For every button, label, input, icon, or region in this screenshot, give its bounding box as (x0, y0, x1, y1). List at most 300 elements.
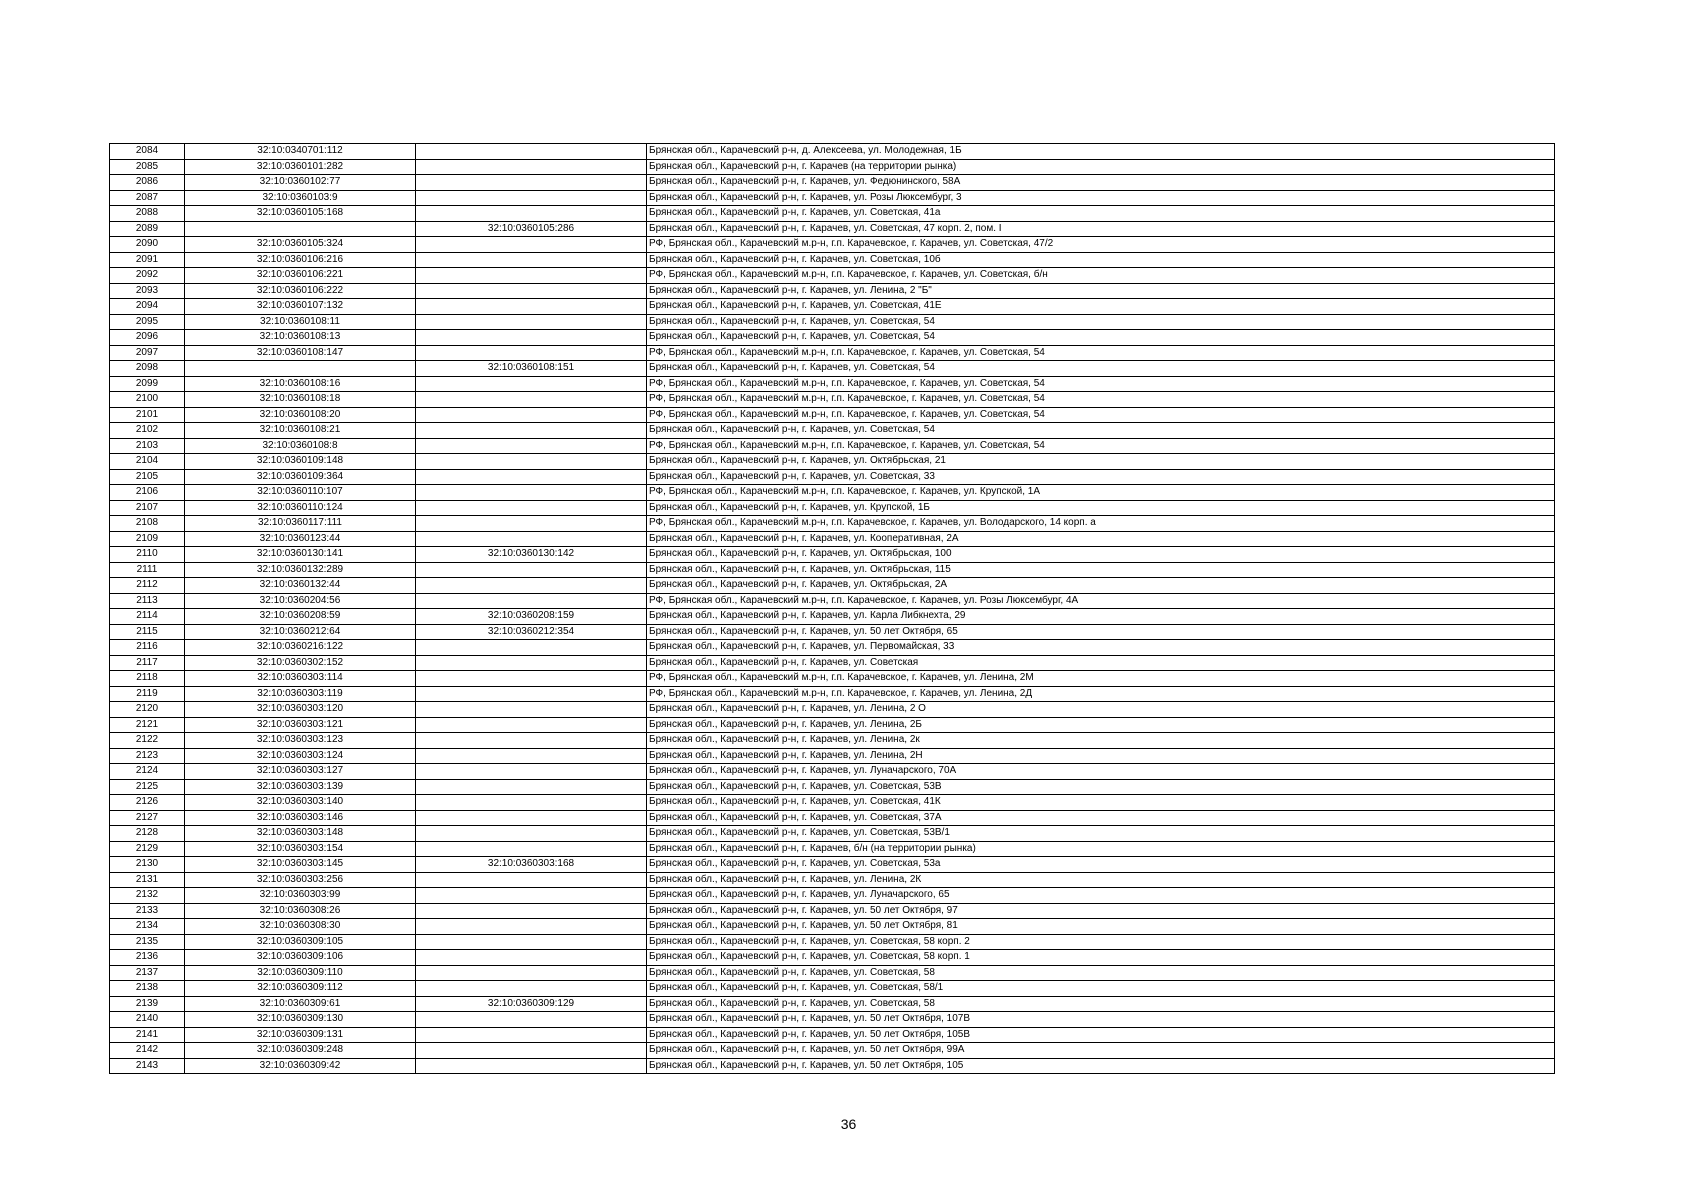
related-cadastral-number-cell (416, 810, 647, 826)
row-number-cell: 2086 (110, 175, 185, 191)
row-number-cell: 2109 (110, 531, 185, 547)
address-cell: Брянская обл., Карачевский р-н, г. Карачев, ул. Ленина, 2 О (647, 702, 1555, 718)
address-cell: Брянская обл., Карачевский р-н, г. Карачев, ул. Советская, 58 (647, 996, 1555, 1012)
table-row (110, 950, 1555, 966)
row-number-cell: 2113 (110, 593, 185, 609)
table-row (110, 175, 1555, 191)
cadastral-number-cell: 32:10:0360107:132 (185, 299, 416, 315)
table-row (110, 268, 1555, 284)
row-number-cell: 2106 (110, 485, 185, 501)
cadastral-number-cell: 32:10:0360303:140 (185, 795, 416, 811)
address-cell: Брянская обл., Карачевский р-н, г. Карачев, ул. Луначарского, 70А (647, 764, 1555, 780)
cadastral-number-cell (185, 361, 416, 377)
cadastral-number-cell: 32:10:0360108:147 (185, 345, 416, 361)
address-cell: Брянская обл., Карачевский р-н, г. Карачев, ул. 50 лет Октября, 105 (647, 1058, 1555, 1074)
related-cadastral-number-cell (416, 268, 647, 284)
table-row (110, 919, 1555, 935)
table-row (110, 190, 1555, 206)
row-number-cell: 2137 (110, 965, 185, 981)
table-row (110, 438, 1555, 454)
address-cell: Брянская обл., Карачевский р-н, г. Карачев, ул. Октябрьская, 2А (647, 578, 1555, 594)
cadastral-number-cell (185, 221, 416, 237)
related-cadastral-number-cell (416, 965, 647, 981)
cadastral-number-cell: 32:10:0360108:16 (185, 376, 416, 392)
address-cell: Брянская обл., Карачевский р-н, г. Карачев, ул. Карла Либкнехта, 29 (647, 609, 1555, 625)
row-number-cell: 2105 (110, 469, 185, 485)
row-number-cell: 2103 (110, 438, 185, 454)
related-cadastral-number-cell (416, 175, 647, 191)
related-cadastral-number-cell: 32:10:0360130:142 (416, 547, 647, 563)
row-number-cell: 2110 (110, 547, 185, 563)
related-cadastral-number-cell (416, 1012, 647, 1028)
row-number-cell: 2104 (110, 454, 185, 470)
row-number-cell: 2096 (110, 330, 185, 346)
row-number-cell: 2088 (110, 206, 185, 222)
related-cadastral-number-cell (416, 159, 647, 175)
row-number-cell: 2124 (110, 764, 185, 780)
cadastral-number-cell: 32:10:0360132:289 (185, 562, 416, 578)
cadastral-number-cell: 32:10:0360309:110 (185, 965, 416, 981)
related-cadastral-number-cell (416, 671, 647, 687)
table-row (110, 748, 1555, 764)
row-number-cell: 2118 (110, 671, 185, 687)
cadastral-number-cell: 32:10:0360309:105 (185, 934, 416, 950)
cadastral-number-cell: 32:10:0360308:26 (185, 903, 416, 919)
row-number-cell: 2143 (110, 1058, 185, 1074)
table-row (110, 1058, 1555, 1074)
address-cell: Брянская обл., Карачевский р-н, г. Карачев, ул. Советская, 58 корп. 2 (647, 934, 1555, 950)
related-cadastral-number-cell (416, 314, 647, 330)
related-cadastral-number-cell (416, 469, 647, 485)
table-row (110, 299, 1555, 315)
related-cadastral-number-cell: 32:10:0360208:159 (416, 609, 647, 625)
row-number-cell: 2123 (110, 748, 185, 764)
address-cell: Брянская обл., Карачевский р-н, г. Карачев, ул. Советская, 54 (647, 361, 1555, 377)
table-row (110, 717, 1555, 733)
address-cell: РФ, Брянская обл., Карачевский м.р-н, г.п. Карачевское, г. Карачев, ул. Володарского, 14 корп. а (647, 516, 1555, 532)
table-row (110, 469, 1555, 485)
related-cadastral-number-cell (416, 407, 647, 423)
row-number-cell: 2138 (110, 981, 185, 997)
address-cell: Брянская обл., Карачевский р-н, г. Карачев, ул. Советская, 58 корп. 1 (647, 950, 1555, 966)
row-number-cell: 2140 (110, 1012, 185, 1028)
address-cell: РФ, Брянская обл., Карачевский м.р-н, г.п. Карачевское, г. Карачев, ул. Советская, б/н (647, 268, 1555, 284)
table-row (110, 1027, 1555, 1043)
row-number-cell: 2142 (110, 1043, 185, 1059)
related-cadastral-number-cell (416, 841, 647, 857)
address-cell: Брянская обл., Карачевский р-н, г. Карачев, ул. Советская, 37А (647, 810, 1555, 826)
address-cell: РФ, Брянская обл., Карачевский м.р-н, г.п. Карачевское, г. Карачев, ул. Розы Люксембург, 4А (647, 593, 1555, 609)
related-cadastral-number-cell (416, 888, 647, 904)
row-number-cell: 2117 (110, 655, 185, 671)
address-cell: Брянская обл., Карачевский р-н, г. Карачев, ул. Советская, 41К (647, 795, 1555, 811)
table-row (110, 485, 1555, 501)
row-number-cell: 2136 (110, 950, 185, 966)
cadastral-number-cell: 32:10:0360117:111 (185, 516, 416, 532)
related-cadastral-number-cell (416, 686, 647, 702)
cadastral-number-cell: 32:10:0360303:148 (185, 826, 416, 842)
address-cell: Брянская обл., Карачевский р-н, г. Карачев, ул. 50 лет Октября, 99А (647, 1043, 1555, 1059)
related-cadastral-number-cell (416, 376, 647, 392)
address-cell: РФ, Брянская обл., Карачевский м.р-н, г.п. Карачевское, г. Карачев, ул. Ленина, 2М (647, 671, 1555, 687)
row-number-cell: 2133 (110, 903, 185, 919)
address-cell: Брянская обл., Карачевский р-н, г. Карачев, ул. 50 лет Октября, 97 (647, 903, 1555, 919)
related-cadastral-number-cell (416, 299, 647, 315)
row-number-cell: 2091 (110, 252, 185, 268)
table-row (110, 562, 1555, 578)
row-number-cell: 2100 (110, 392, 185, 408)
row-number-cell: 2107 (110, 500, 185, 516)
cadastral-number-cell: 32:10:0360309:106 (185, 950, 416, 966)
row-number-cell: 2120 (110, 702, 185, 718)
table-row (110, 1012, 1555, 1028)
row-number-cell: 2130 (110, 857, 185, 873)
cadastral-number-cell: 32:10:0360108:13 (185, 330, 416, 346)
related-cadastral-number-cell (416, 1058, 647, 1074)
cadastral-number-cell: 32:10:0360106:221 (185, 268, 416, 284)
row-number-cell: 2112 (110, 578, 185, 594)
address-cell: Брянская обл., Карачевский р-н, г. Карачев, ул. Советская, 53В (647, 779, 1555, 795)
related-cadastral-number-cell (416, 903, 647, 919)
table-row (110, 159, 1555, 175)
table-row (110, 872, 1555, 888)
row-number-cell: 2116 (110, 640, 185, 656)
related-cadastral-number-cell (416, 779, 647, 795)
cadastral-number-cell: 32:10:0360303:146 (185, 810, 416, 826)
address-cell: Брянская обл., Карачевский р-н, г. Карачев, ул. 50 лет Октября, 105В (647, 1027, 1555, 1043)
related-cadastral-number-cell: 32:10:0360309:129 (416, 996, 647, 1012)
address-cell: РФ, Брянская обл., Карачевский м.р-н, г.п. Карачевское, г. Карачев, ул. Ленина, 2Д (647, 686, 1555, 702)
table-row (110, 376, 1555, 392)
table-row (110, 702, 1555, 718)
related-cadastral-number-cell (416, 438, 647, 454)
row-number-cell: 2129 (110, 841, 185, 857)
related-cadastral-number-cell: 32:10:0360212:354 (416, 624, 647, 640)
address-cell: Брянская обл., Карачевский р-н, г. Карачев, ул. Октябрьская, 115 (647, 562, 1555, 578)
address-cell: Брянская обл., Карачевский р-н, г. Карачев, ул. Крупской, 1Б (647, 500, 1555, 516)
cadastral-number-cell: 32:10:0360110:124 (185, 500, 416, 516)
related-cadastral-number-cell (416, 717, 647, 733)
table-row (110, 934, 1555, 950)
related-cadastral-number-cell (416, 206, 647, 222)
related-cadastral-number-cell (416, 872, 647, 888)
row-number-cell: 2095 (110, 314, 185, 330)
row-number-cell: 2085 (110, 159, 185, 175)
cadastral-number-cell: 32:10:0360108:18 (185, 392, 416, 408)
table-row (110, 640, 1555, 656)
address-cell: Брянская обл., Карачевский р-н, г. Карачев, ул. 50 лет Октября, 107В (647, 1012, 1555, 1028)
cadastral-number-cell: 32:10:0360303:127 (185, 764, 416, 780)
related-cadastral-number-cell (416, 330, 647, 346)
cadastral-number-cell: 32:10:0360212:64 (185, 624, 416, 640)
related-cadastral-number-cell (416, 283, 647, 299)
related-cadastral-number-cell (416, 144, 647, 160)
address-cell: Брянская обл., Карачевский р-н, г. Карачев, ул. Советская, 47 корп. 2, пом. I (647, 221, 1555, 237)
related-cadastral-number-cell: 32:10:0360105:286 (416, 221, 647, 237)
row-number-cell: 2114 (110, 609, 185, 625)
row-number-cell: 2126 (110, 795, 185, 811)
address-cell: Брянская обл., Карачевский р-н, г. Карачев, ул. Советская, 58 (647, 965, 1555, 981)
address-cell: Брянская обл., Карачевский р-н, г. Карачев, ул. Ленина, 2Б (647, 717, 1555, 733)
row-number-cell: 2089 (110, 221, 185, 237)
address-cell: Брянская обл., Карачевский р-н, г. Карачев, ул. Советская, 53а (647, 857, 1555, 873)
cadastral-number-cell: 32:10:0360309:130 (185, 1012, 416, 1028)
table-row (110, 965, 1555, 981)
table-row (110, 810, 1555, 826)
cadastral-number-cell: 32:10:0360109:364 (185, 469, 416, 485)
related-cadastral-number-cell (416, 655, 647, 671)
related-cadastral-number-cell (416, 392, 647, 408)
row-number-cell: 2132 (110, 888, 185, 904)
row-number-cell: 2090 (110, 237, 185, 253)
related-cadastral-number-cell (416, 748, 647, 764)
table-row (110, 237, 1555, 253)
related-cadastral-number-cell (416, 950, 647, 966)
address-cell: РФ, Брянская обл., Карачевский м.р-н, г.п. Карачевское, г. Карачев, ул. Советская, 54 (647, 392, 1555, 408)
row-number-cell: 2108 (110, 516, 185, 532)
cadastral-number-cell: 32:10:0360303:124 (185, 748, 416, 764)
cadastral-number-cell: 32:10:0360110:107 (185, 485, 416, 501)
table-row (110, 655, 1555, 671)
row-number-cell: 2139 (110, 996, 185, 1012)
address-cell: Брянская обл., Карачевский р-н, г. Карачев, ул. Советская, 53В/1 (647, 826, 1555, 842)
related-cadastral-number-cell (416, 981, 647, 997)
cadastral-number-cell: 32:10:0360303:114 (185, 671, 416, 687)
related-cadastral-number-cell (416, 237, 647, 253)
row-number-cell: 2127 (110, 810, 185, 826)
cadastral-number-cell: 32:10:0360109:148 (185, 454, 416, 470)
related-cadastral-number-cell (416, 190, 647, 206)
address-cell: РФ, Брянская обл., Карачевский м.р-н, г.п. Карачевское, г. Карачев, ул. Советская, 54 (647, 376, 1555, 392)
cadastral-number-cell: 32:10:0360102:77 (185, 175, 416, 191)
related-cadastral-number-cell (416, 485, 647, 501)
related-cadastral-number-cell: 32:10:0360303:168 (416, 857, 647, 873)
related-cadastral-number-cell (416, 252, 647, 268)
table-row (110, 345, 1555, 361)
related-cadastral-number-cell (416, 345, 647, 361)
related-cadastral-number-cell (416, 562, 647, 578)
related-cadastral-number-cell (416, 733, 647, 749)
table-row (110, 764, 1555, 780)
address-cell: Брянская обл., Карачевский р-н, г. Карачев (на территории рынка) (647, 159, 1555, 175)
row-number-cell: 2131 (110, 872, 185, 888)
table-row (110, 795, 1555, 811)
row-number-cell: 2098 (110, 361, 185, 377)
row-number-cell: 2102 (110, 423, 185, 439)
table-row (110, 516, 1555, 532)
cadastral-number-cell: 32:10:0360108:8 (185, 438, 416, 454)
related-cadastral-number-cell (416, 1043, 647, 1059)
cadastral-number-cell: 32:10:0360105:168 (185, 206, 416, 222)
table-row (110, 252, 1555, 268)
address-cell: Брянская обл., Карачевский р-н, г. Карачев, ул. Советская, 58/1 (647, 981, 1555, 997)
table-row (110, 779, 1555, 795)
cadastral-number-cell: 32:10:0340701:112 (185, 144, 416, 160)
table-row (110, 454, 1555, 470)
cadastral-number-cell: 32:10:0360303:145 (185, 857, 416, 873)
address-cell: Брянская обл., Карачевский р-н, г. Карачев, ул. Луначарского, 65 (647, 888, 1555, 904)
table-row (110, 686, 1555, 702)
cadastral-number-cell: 32:10:0360108:11 (185, 314, 416, 330)
address-cell: РФ, Брянская обл., Карачевский м.р-н, г.п. Карачевское, г. Карачев, ул. Советская, 47/2 (647, 237, 1555, 253)
table-row (110, 531, 1555, 547)
address-cell: Брянская обл., Карачевский р-н, г. Карачев, ул. Федюнинского, 58А (647, 175, 1555, 191)
address-cell: Брянская обл., Карачевский р-н, г. Карачев, ул. Советская, 41а (647, 206, 1555, 222)
row-number-cell: 2122 (110, 733, 185, 749)
table-row (110, 981, 1555, 997)
table-row (110, 144, 1555, 160)
cadastral-number-cell: 32:10:0360309:112 (185, 981, 416, 997)
table-row (110, 392, 1555, 408)
table-row (110, 330, 1555, 346)
property-table (109, 143, 1555, 1074)
related-cadastral-number-cell (416, 795, 647, 811)
cadastral-number-cell: 32:10:0360309:42 (185, 1058, 416, 1074)
address-cell: Брянская обл., Карачевский р-н, г. Карачев, ул. Ленина, 2К (647, 872, 1555, 888)
cadastral-number-cell: 32:10:0360103:9 (185, 190, 416, 206)
table-row (110, 407, 1555, 423)
cadastral-number-cell: 32:10:0360108:20 (185, 407, 416, 423)
table-row (110, 903, 1555, 919)
table-row (110, 888, 1555, 904)
address-cell: РФ, Брянская обл., Карачевский м.р-н, г.п. Карачевское, г. Карачев, ул. Крупской, 1А (647, 485, 1555, 501)
address-cell: Брянская обл., Карачевский р-н, г. Карачев, ул. Советская, 41Е (647, 299, 1555, 315)
row-number-cell: 2115 (110, 624, 185, 640)
related-cadastral-number-cell (416, 919, 647, 935)
row-number-cell: 2087 (110, 190, 185, 206)
table-row (110, 547, 1555, 563)
address-cell: Брянская обл., Карачевский р-н, г. Карачев, ул. Ленина, 2 "Б" (647, 283, 1555, 299)
table-row (110, 500, 1555, 516)
related-cadastral-number-cell (416, 1027, 647, 1043)
row-number-cell: 2134 (110, 919, 185, 935)
related-cadastral-number-cell (416, 423, 647, 439)
row-number-cell: 2125 (110, 779, 185, 795)
table-row (110, 624, 1555, 640)
table-row (110, 609, 1555, 625)
address-cell: Брянская обл., Карачевский р-н, г. Карачев, ул. Октябрьская, 100 (647, 547, 1555, 563)
row-number-cell: 2092 (110, 268, 185, 284)
address-cell: РФ, Брянская обл., Карачевский м.р-н, г.п. Карачевское, г. Карачев, ул. Советская, 54 (647, 438, 1555, 454)
related-cadastral-number-cell (416, 454, 647, 470)
cadastral-number-cell: 32:10:0360106:216 (185, 252, 416, 268)
row-number-cell: 2099 (110, 376, 185, 392)
cadastral-number-cell: 32:10:0360309:248 (185, 1043, 416, 1059)
address-cell: Брянская обл., Карачевский р-н, г. Карачев, ул. Первомайская, 33 (647, 640, 1555, 656)
cadastral-number-cell: 32:10:0360216:122 (185, 640, 416, 656)
table-row (110, 283, 1555, 299)
row-number-cell: 2097 (110, 345, 185, 361)
address-cell: Брянская обл., Карачевский р-н, г. Карачев, ул. Советская, 33 (647, 469, 1555, 485)
table-row (110, 826, 1555, 842)
table-row (110, 593, 1555, 609)
related-cadastral-number-cell: 32:10:0360108:151 (416, 361, 647, 377)
related-cadastral-number-cell (416, 764, 647, 780)
address-cell: Брянская обл., Карачевский р-н, г. Карачев, ул. 50 лет Октября, 81 (647, 919, 1555, 935)
row-number-cell: 2084 (110, 144, 185, 160)
row-number-cell: 2094 (110, 299, 185, 315)
address-cell: Брянская обл., Карачевский р-н, г. Карачев, ул. Советская, 10б (647, 252, 1555, 268)
cadastral-number-cell: 32:10:0360303:139 (185, 779, 416, 795)
cadastral-number-cell: 32:10:0360101:282 (185, 159, 416, 175)
address-cell: Брянская обл., Карачевский р-н, г. Карачев, ул. Октябрьская, 21 (647, 454, 1555, 470)
address-cell: Брянская обл., Карачевский р-н, г. Карачев, ул. Советская, 54 (647, 314, 1555, 330)
row-number-cell: 2121 (110, 717, 185, 733)
address-cell: Брянская обл., Карачевский р-н, г. Карачев, ул. Кооперативная, 2А (647, 531, 1555, 547)
cadastral-number-cell: 32:10:0360303:123 (185, 733, 416, 749)
table-row (110, 857, 1555, 873)
table-row (110, 733, 1555, 749)
address-cell: Брянская обл., Карачевский р-н, г. Карачев, ул. Розы Люксембург, 3 (647, 190, 1555, 206)
address-cell: Брянская обл., Карачевский р-н, г. Карачев, ул. Советская (647, 655, 1555, 671)
cadastral-number-cell: 32:10:0360130:141 (185, 547, 416, 563)
cadastral-number-cell: 32:10:0360132:44 (185, 578, 416, 594)
cadastral-number-cell: 32:10:0360106:222 (185, 283, 416, 299)
related-cadastral-number-cell (416, 500, 647, 516)
table-row (110, 206, 1555, 222)
row-number-cell: 2141 (110, 1027, 185, 1043)
cadastral-number-cell: 32:10:0360309:131 (185, 1027, 416, 1043)
related-cadastral-number-cell (416, 702, 647, 718)
table-row (110, 578, 1555, 594)
related-cadastral-number-cell (416, 593, 647, 609)
address-cell: Брянская обл., Карачевский р-н, г. Карачев, б/н (на территории рынка) (647, 841, 1555, 857)
table-row (110, 671, 1555, 687)
cadastral-number-cell: 32:10:0360303:121 (185, 717, 416, 733)
address-cell: Брянская обл., Карачевский р-н, г. Карачев, ул. 50 лет Октября, 65 (647, 624, 1555, 640)
address-cell: РФ, Брянская обл., Карачевский м.р-н, г.п. Карачевское, г. Карачев, ул. Советская, 54 (647, 345, 1555, 361)
cadastral-number-cell: 32:10:0360303:256 (185, 872, 416, 888)
cadastral-number-cell: 32:10:0360105:324 (185, 237, 416, 253)
table-row (110, 221, 1555, 237)
cadastral-number-cell: 32:10:0360303:154 (185, 841, 416, 857)
cadastral-number-cell: 32:10:0360308:30 (185, 919, 416, 935)
related-cadastral-number-cell (416, 578, 647, 594)
cadastral-number-cell: 32:10:0360204:56 (185, 593, 416, 609)
related-cadastral-number-cell (416, 640, 647, 656)
cadastral-number-cell: 32:10:0360302:152 (185, 655, 416, 671)
row-number-cell: 2111 (110, 562, 185, 578)
cadastral-number-cell: 32:10:0360303:119 (185, 686, 416, 702)
row-number-cell: 2128 (110, 826, 185, 842)
table-row (110, 841, 1555, 857)
cadastral-number-cell: 32:10:0360208:59 (185, 609, 416, 625)
address-cell: Брянская обл., Карачевский р-н, г. Карачев, ул. Советская, 54 (647, 423, 1555, 439)
table-row (110, 1043, 1555, 1059)
address-cell: Брянская обл., Карачевский р-н, г. Карачев, ул. Ленина, 2Н (647, 748, 1555, 764)
table-row (110, 361, 1555, 377)
cadastral-number-cell: 32:10:0360303:99 (185, 888, 416, 904)
page-number: 36 (840, 1116, 857, 1132)
address-cell: Брянская обл., Карачевский р-н, г. Карачев, ул. Ленина, 2к (647, 733, 1555, 749)
related-cadastral-number-cell (416, 934, 647, 950)
related-cadastral-number-cell (416, 826, 647, 842)
row-number-cell: 2093 (110, 283, 185, 299)
row-number-cell: 2119 (110, 686, 185, 702)
table-row (110, 996, 1555, 1012)
address-cell: РФ, Брянская обл., Карачевский м.р-н, г.п. Карачевское, г. Карачев, ул. Советская, 54 (647, 407, 1555, 423)
address-cell: Брянская обл., Карачевский р-н, д. Алексеева, ул. Молодежная, 1Б (647, 144, 1555, 160)
table-body (110, 144, 1555, 1074)
address-cell: Брянская обл., Карачевский р-н, г. Карачев, ул. Советская, 54 (647, 330, 1555, 346)
cadastral-number-cell: 32:10:0360303:120 (185, 702, 416, 718)
related-cadastral-number-cell (416, 516, 647, 532)
table-row (110, 314, 1555, 330)
table-row (110, 423, 1555, 439)
row-number-cell: 2135 (110, 934, 185, 950)
cadastral-number-cell: 32:10:0360123:44 (185, 531, 416, 547)
cadastral-number-cell: 32:10:0360108:21 (185, 423, 416, 439)
